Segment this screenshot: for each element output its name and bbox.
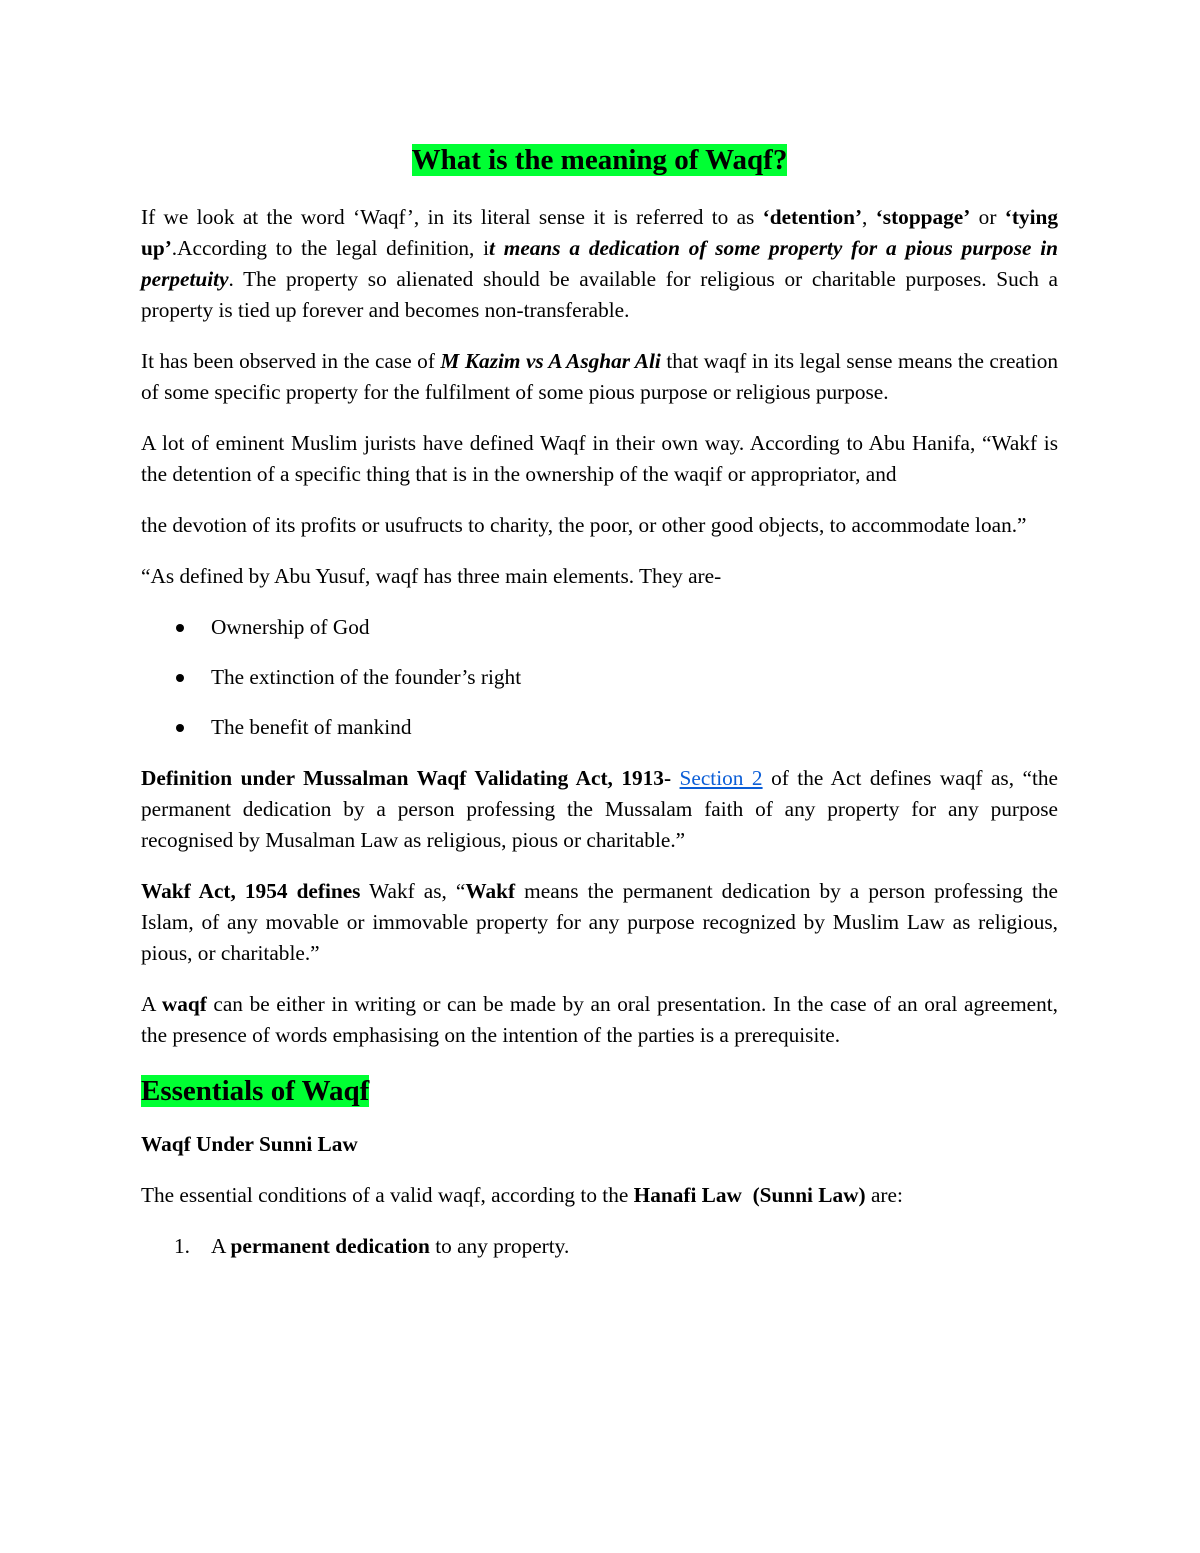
paragraph-abu-hanifa: A lot of eminent Muslim jurists have defined Waqf in their own way. According to Abu Hanifa, “Wakf is the detention of a specific thing that is in the ownership of the waqif or appropriator, and <box>141 431 1058 486</box>
section-heading-block <box>141 1071 1058 1111</box>
bold-term-detention: ‘detention’ <box>762 205 863 229</box>
text-run: If we look at the word ‘Waqf’, in its literal sense it is referred to as <box>141 205 763 229</box>
text-run: The essential conditions of a valid waqf, according to the <box>141 1183 634 1207</box>
text-run: of the Act defines waqf as, “the permanent dedication by a person professing the Mussalam faith of any property for any purpose recognised by Musalman Law as religious, pious or charitable.” <box>141 766 1058 852</box>
bullet-icon <box>176 724 184 732</box>
bold-term-permanent-dedication: permanent dedication <box>230 1234 430 1258</box>
bold-term-stoppage: ‘stoppage’ <box>875 205 971 229</box>
subsection-heading: Waqf Under Sunni Law <box>141 1132 358 1156</box>
bullet-icon <box>176 624 184 632</box>
bold-term-sunni-law: (Sunni Law) <box>752 1183 866 1207</box>
list-item <box>141 662 1058 693</box>
bold-term-waqf: waqf <box>161 992 207 1016</box>
document-body <box>141 140 1058 1262</box>
paragraph-essential-conditions <box>141 1180 1058 1211</box>
bold-term-tying-up: ‘tying up’ <box>141 205 1058 260</box>
text-run: , <box>862 205 876 229</box>
list-item <box>141 712 1058 743</box>
list-item <box>141 1231 1058 1262</box>
list-item-text: The benefit of mankind <box>211 715 412 739</box>
text-run: to any property. <box>429 1234 570 1258</box>
text-run: . The property so alienated should be available for religious or charitable purposes. Such a property is tied up forever and becomes non-transferable. <box>141 267 1058 322</box>
text-run: means the permanent dedication by a person professing the Islam, of any movable or immovable property for any purpose recognized by Muslim Law as religious, pious, or charitable.” <box>141 879 1058 965</box>
page-title: What is the meaning of Waqf? <box>411 144 788 176</box>
bold-italic-definition: t means a dedication of some property for a pious purpose in perpetuity <box>141 236 1058 291</box>
paragraph-case-law <box>141 346 1058 408</box>
paragraph-oral-waqf <box>141 989 1058 1051</box>
text-run: Wakf as, “ <box>360 879 466 903</box>
text-run: are: <box>865 1183 903 1207</box>
text-run: A <box>141 992 162 1016</box>
list-item-text: The extinction of the founder’s right <box>211 665 522 689</box>
title-block <box>141 140 1058 180</box>
text-run: can be either in writing or can be made by an oral presentation. In the case of an oral agreement, the presence of words emphasising on the intention of the parties is a prerequisite. <box>141 992 1059 1047</box>
paragraph-abu-yusuf: “As defined by Abu Yusuf, waqf has three main elements. They are- <box>141 564 722 588</box>
list-number: 1. <box>174 1234 190 1258</box>
bold-heading-inline: Definition under Mussalman Waqf Validating Act, 1913- <box>141 766 672 790</box>
conditions-list <box>141 1231 1058 1262</box>
bold-term-hanafi-law: Hanafi Law <box>633 1183 742 1207</box>
text-run: or <box>970 205 1005 229</box>
list-item-text: Ownership of God <box>211 615 370 639</box>
text-run <box>671 766 680 790</box>
text-run: .According to the legal definition, i <box>171 236 490 260</box>
bold-term-wakf: Wakf <box>465 879 516 903</box>
paragraph-literal-meaning <box>141 202 1058 326</box>
section-2-link[interactable]: Section 2 <box>679 766 763 790</box>
text-run: that waqf in its legal sense means the creation of some specific property for the fulfilment of some pious purpose or religious purpose. <box>141 349 1059 404</box>
paragraph-abu-hanifa-cont: the devotion of its profits or usufructs to charity, the poor, or other good objects, to accommodate loan.” <box>141 513 1027 537</box>
bullet-icon <box>176 674 184 682</box>
text-run: It has been observed in the case of <box>141 349 441 373</box>
elements-list <box>141 612 1058 743</box>
case-name: M Kazim vs A Asghar Ali <box>440 349 661 373</box>
paragraph-validating-act <box>141 763 1058 856</box>
paragraph-wakf-act-1954 <box>141 876 1058 969</box>
text-run: A <box>211 1234 231 1258</box>
list-item <box>141 612 1058 643</box>
text-run <box>742 1183 753 1207</box>
bold-heading-inline: Wakf Act, 1954 defines <box>141 879 361 903</box>
section-heading: Essentials of Waqf <box>141 1075 370 1107</box>
